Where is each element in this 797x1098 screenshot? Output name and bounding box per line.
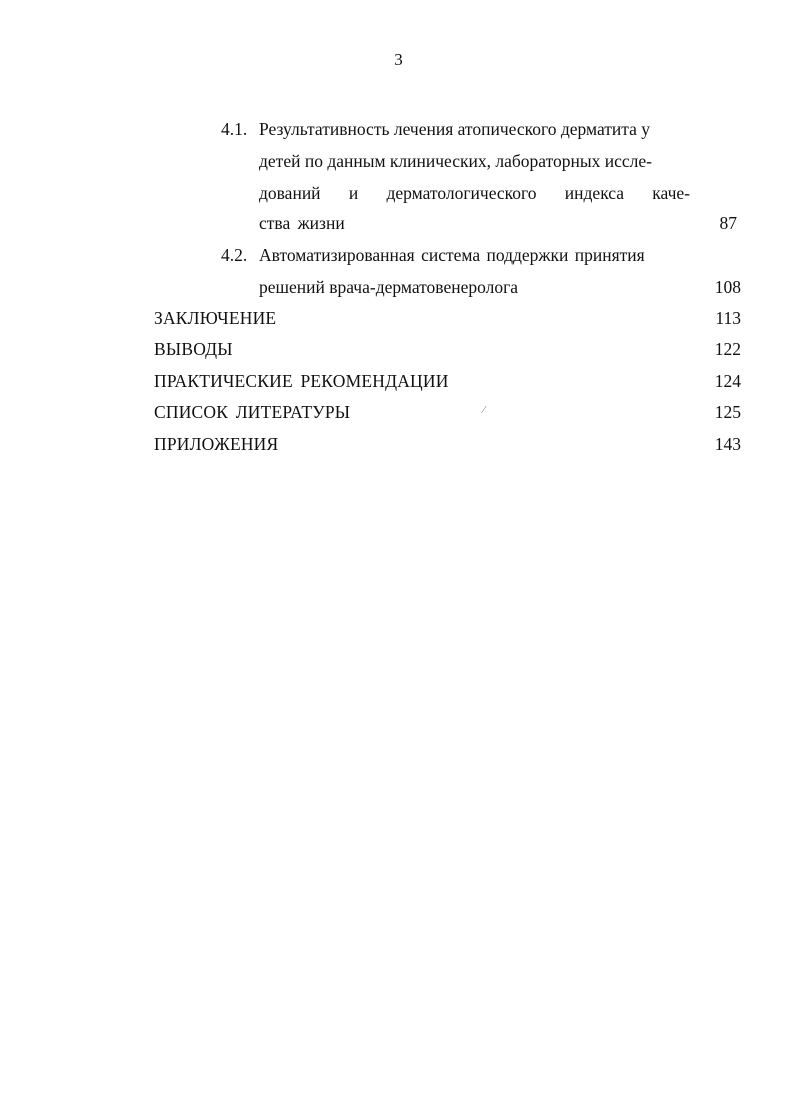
toc-entry-4-1-line-3: [259, 182, 690, 204]
toc-entry-references-page: 125: [714, 402, 741, 422]
toc-entry-recommendations-title: ПРАКТИЧЕСКИЕ РЕКОМЕНДАЦИИ: [154, 371, 449, 391]
toc-entry-appendices-title: ПРИЛОЖЕНИЯ: [154, 434, 279, 454]
toc-entry-conclusion-title: ЗАКЛЮЧЕНИЕ: [154, 308, 277, 328]
toc-entry-recommendations-page: 124: [714, 371, 741, 391]
toc-entry-4-1-line-3-word: и: [348, 183, 359, 203]
toc-entry-4-2-line-1: Автоматизированная система поддержки принятия: [259, 245, 645, 265]
toc-entry-4-1-line-2: детей по данным клинических, лабораторных иссле-: [259, 151, 653, 171]
toc-entry-4-1-line-1: Результативность лечения атопического дерматита у: [259, 119, 651, 139]
toc-entry-4-1-line-3-word: дований: [259, 183, 321, 203]
toc-entry-4-1-page: 87: [719, 213, 737, 233]
toc-entry-4-2-line-2: решений врача-дерматовенеролога: [259, 277, 519, 297]
toc-entry-4-1-line-4: ства жизни: [259, 213, 345, 233]
page-number: 3: [394, 50, 403, 69]
toc-entry-findings-title: ВЫВОДЫ: [154, 339, 233, 359]
toc-entry-appendices-page: 143: [714, 434, 741, 454]
toc-entry-4-1-line-3-word: дерматологического: [386, 183, 537, 203]
toc-entry-4-1-line-3-word: каче-: [652, 183, 690, 203]
scan-artifact-mark: ⁄: [483, 405, 485, 416]
toc-entry-references-title: СПИСОК ЛИТЕРАТУРЫ: [154, 402, 351, 422]
toc-entry-conclusion-page: 113: [715, 308, 741, 328]
toc-entry-4-1-number: 4.1.: [221, 119, 248, 139]
toc-entry-findings-page: 122: [714, 339, 741, 359]
toc-entry-4-1-line-3-word: индекса: [564, 183, 625, 203]
toc-entry-4-2-page: 108: [714, 277, 741, 297]
toc-entry-4-2-number: 4.2.: [221, 245, 248, 265]
